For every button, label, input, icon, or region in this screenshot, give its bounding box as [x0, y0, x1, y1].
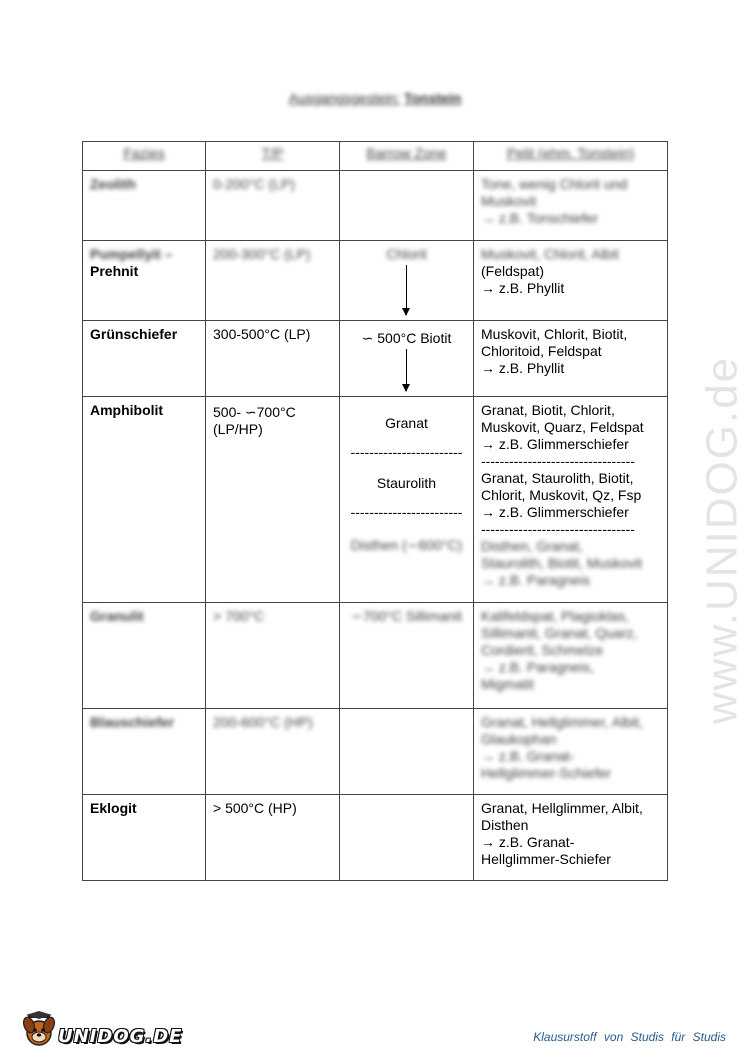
title-rock: Tonstein: [403, 90, 462, 106]
title-prefix: Ausgangsgestein:: [288, 90, 401, 106]
pelit-line: → z.B. Glimmerschiefer: [481, 436, 629, 452]
pelit-line: Muskovit, Chlorit, Albit: [481, 246, 619, 262]
document-title: [0, 90, 750, 106]
pelit-line: Muskovit, Chlorit, Biotit,: [481, 326, 628, 342]
zone-cell: [340, 397, 474, 603]
tp-cell: > 700°C: [206, 603, 340, 709]
fazies-line: Pumpellyit –: [90, 246, 173, 262]
fazies-line: Prehnit: [90, 263, 139, 279]
pelit-line: Chlorit, Muskovit, Qz, Fsp: [481, 487, 642, 503]
tp-cell: 0-200°C (LP): [206, 171, 340, 241]
zone-cell: ∽700°C Sillimanit: [340, 603, 474, 709]
pelit-line: Granat, Biotit, Chlorit,: [481, 402, 615, 418]
header-pelit: Pelit (ehm. Tonstein): [474, 142, 668, 171]
pelit-line: Muskovit: [481, 193, 537, 209]
zone-cell: [340, 321, 474, 397]
pelit-cell: [474, 397, 668, 603]
table-row: [83, 709, 668, 795]
fazies-cell: Amphibolit: [83, 397, 206, 603]
pelit-line: Granat, Staurolith, Biotit,: [481, 470, 634, 486]
pelit-line: → z.B. Granat-: [481, 834, 575, 850]
pelit-line: Kalifeldspat, Plagioklas,: [481, 608, 629, 624]
pelit-line: Hellglimmer-Schiefer: [481, 851, 611, 867]
pelit-line: (Feldspat): [481, 263, 545, 279]
table-row: [83, 603, 668, 709]
tp-cell: [206, 397, 340, 603]
pelit-line: Chloritoid, Feldspat: [481, 343, 602, 359]
arrow-down-icon: [406, 265, 407, 315]
tp-cell: 200-300°C (LP): [206, 241, 340, 321]
pelit-line: Cordierit, Schmelze: [481, 642, 604, 658]
pelit-line: Disthen: [481, 817, 529, 833]
zone-cell: [340, 709, 474, 795]
table-row: [83, 397, 668, 603]
pelit-line: → z.B. Paragneis,: [481, 659, 594, 675]
table-row: [83, 795, 668, 881]
zone-label: Disthen (∽600°C): [350, 537, 463, 553]
tp-cell: 200-600°C (HP): [206, 709, 340, 795]
header-barrow-zone: Barrow Zone: [340, 142, 474, 171]
dog-mascot-icon: [22, 1011, 56, 1049]
pelit-line: Granat, Hellglimmer, Albit,: [481, 800, 643, 816]
tp-line: (LP/HP): [213, 421, 263, 437]
pelit-cell: [474, 603, 668, 709]
pelit-cell: [474, 241, 668, 321]
zone-label: Granat: [385, 415, 428, 431]
zone-cell: [340, 171, 474, 241]
unidog-logo: [22, 1010, 182, 1050]
pelit-line: → z.B. Tonschiefer: [481, 210, 599, 226]
pelit-line: Disthen, Granat,: [481, 538, 583, 554]
pelit-cell: [474, 321, 668, 397]
pelit-cell: [474, 171, 668, 241]
pelit-line: Granat, Hellglimmer, Albit,: [481, 714, 643, 730]
pelit-divider: ---------------------------------: [481, 453, 635, 469]
pelit-line: → z.B. Phyllit: [481, 360, 565, 376]
pelit-line: Muskovit, Quarz, Feldspat: [481, 419, 644, 435]
tp-line: 500- ∽700°C: [213, 404, 296, 420]
pelit-line: Tone, wenig Chlorit und: [481, 176, 628, 192]
zone-label: ∽ 500°C Biotit: [361, 330, 452, 346]
pelit-line: → z.B. Paragneis: [481, 572, 590, 588]
pelit-line: Glaukophan: [481, 731, 557, 747]
fazies-cell: Granulit: [83, 603, 206, 709]
logo-wordmark: UNIDOG.DE: [58, 1025, 183, 1047]
footer-slogan: Klausurstoff von Studis für Studis: [533, 1030, 726, 1044]
fazies-cell: [83, 241, 206, 321]
pelit-divider: ---------------------------------: [481, 521, 635, 537]
zone-cell: [340, 795, 474, 881]
table-header-row: [83, 142, 668, 171]
zone-divider: ------------------------: [350, 444, 463, 460]
fazies-cell: Grünschiefer: [83, 321, 206, 397]
pelit-cell: [474, 795, 668, 881]
zone-divider: ------------------------: [350, 504, 463, 520]
table-row: [83, 241, 668, 321]
zone-label: Staurolith: [376, 475, 437, 491]
watermark-text: www.UNIDOG.de: [697, 355, 747, 725]
tp-cell: > 500°C (HP): [206, 795, 340, 881]
pelit-line: → z.B. Glimmerschiefer: [481, 504, 629, 520]
fazies-cell: Blauschiefer: [83, 709, 206, 795]
table-row: [83, 321, 668, 397]
fazies-cell: Zeolith: [83, 171, 206, 241]
header-fazies: Fazies: [83, 142, 206, 171]
pelit-cell: [474, 709, 668, 795]
fazies-cell: Eklogit: [83, 795, 206, 881]
pelit-line: → z.B. Granat-: [481, 748, 575, 764]
pelit-line: Migmatit: [481, 676, 534, 692]
table-row: [83, 171, 668, 241]
pelit-line: Hellglimmer-Schiefer: [481, 765, 611, 781]
pelit-line: → z.B. Phyllit: [481, 280, 565, 296]
watermark: [665, 300, 750, 780]
tp-cell: 300-500°C (LP): [206, 321, 340, 397]
header-tp: T/P: [206, 142, 340, 171]
zone-cell: [340, 241, 474, 321]
arrow-down-icon: [406, 349, 407, 391]
facies-table: [82, 141, 668, 881]
zone-label: Chlorit: [386, 246, 427, 262]
pelit-line: Sillimanit, Granat, Quarz,: [481, 625, 638, 641]
pelit-line: Staurolith, Biotit, Muskovit: [481, 555, 643, 571]
